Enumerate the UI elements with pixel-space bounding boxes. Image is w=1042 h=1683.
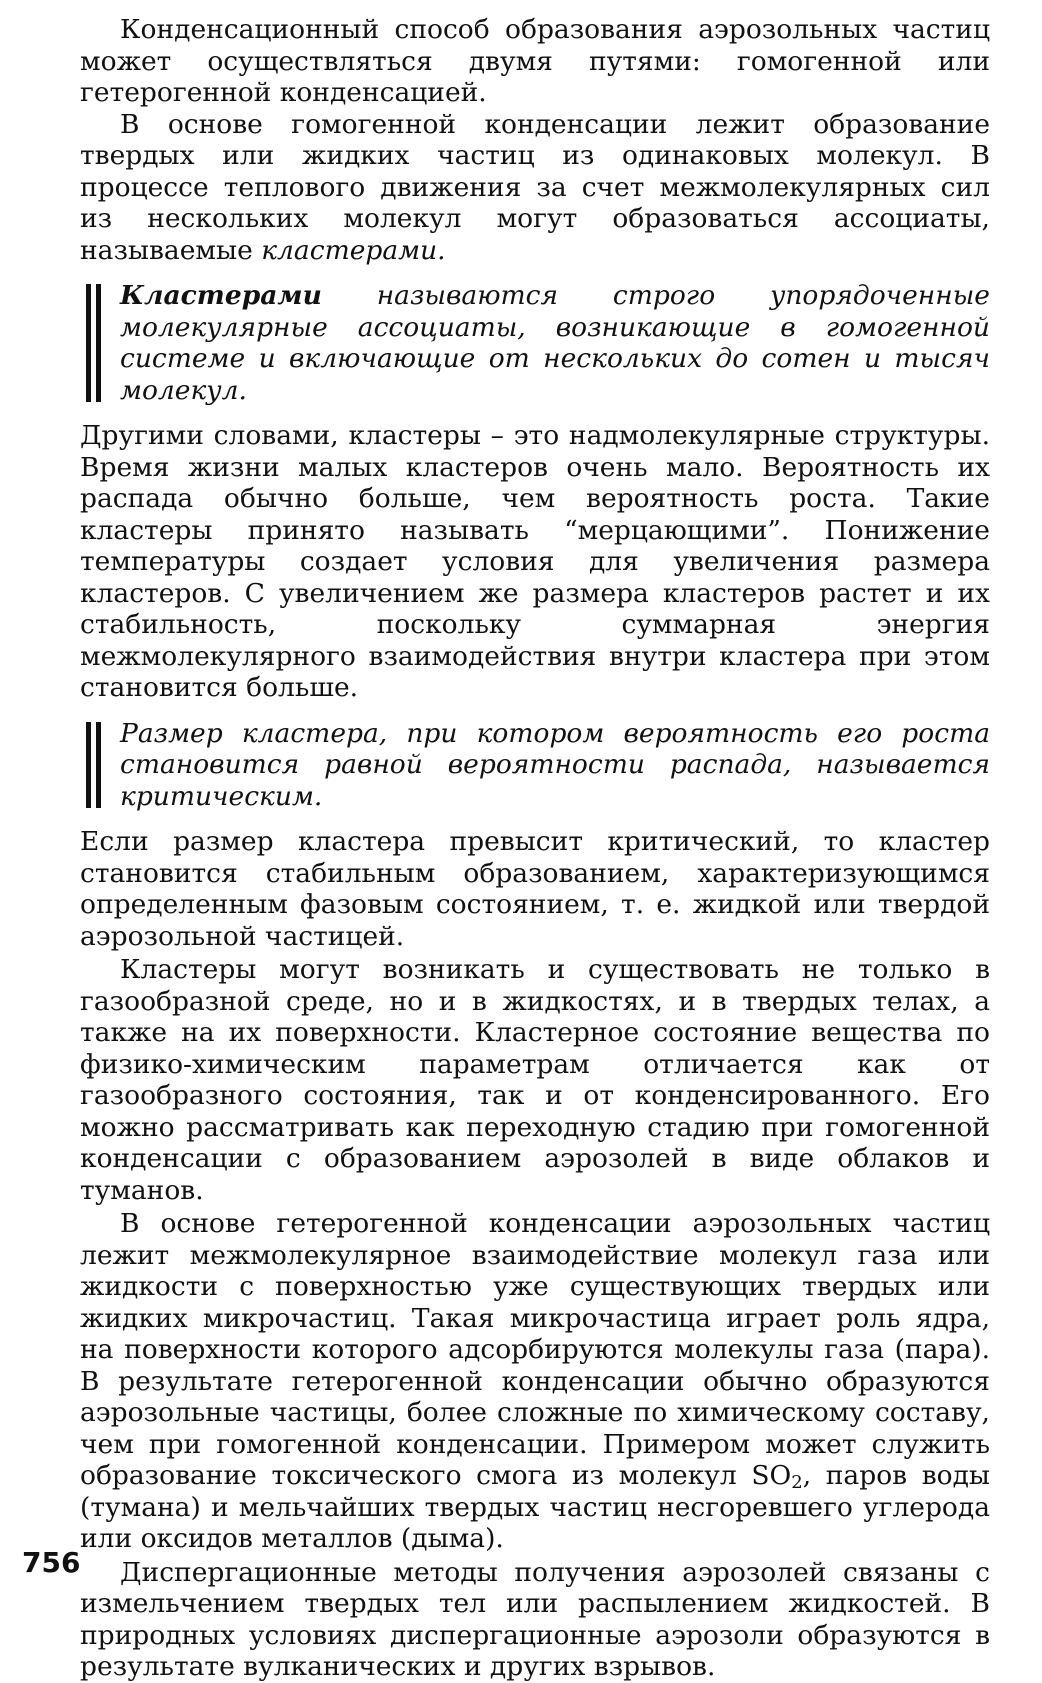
definition-text: Размер кластера, при котором вероятность его роста становится равной вероятности распада, называется критическим.: [120, 717, 990, 812]
paragraph-text: Конденсационный способ образования аэрозольных частиц может осуществляться двумя путями: гомогенной или гетерогенной конденсацией.: [80, 14, 990, 108]
definition-bar: [86, 722, 91, 809]
paragraph-homogeneous: [80, 109, 990, 267]
paragraph-dispersion: [80, 1557, 990, 1683]
paragraph-text: Если размер кластера превысит критический, то кластер становится стабильным образованием, характеризующимся определенным фазовым состоянием, т. е. жидкой или твердой аэрозольной частицей.: [80, 826, 990, 952]
paragraph-text: В основе гомогенной конденсации лежит образование твердых или жидких частиц из одинаковых молекул. В процессе теплового движения за счет межмолекулярных сил из нескольких молекул могут образоваться ассоциаты, называемые: [80, 108, 990, 266]
subscript: 2: [791, 1472, 803, 1493]
page-body: [80, 14, 990, 1683]
definition-critical-size: [80, 718, 990, 813]
paragraph-stable-cluster: [80, 826, 990, 952]
paragraph-text: Диспергационные методы получения аэрозолей связаны с измельчением твердых тел или распылением жидкостей. В природных условиях диспергационные аэрозоли образуются в результате вулканических и других взрывов.: [80, 1556, 990, 1682]
paragraph-text: , паров воды (тумана) и мельчайших твердых частиц несгоревшего углерода или оксидов металлов (дыма).: [80, 1460, 990, 1554]
definition-text: называются строго упорядоченные молекулярные ассоциаты, возникающие в гомогенной системе и включающие от нескольких до сотен и тысяч молекул.: [120, 280, 990, 406]
term-clusters: кластерами.: [261, 234, 446, 266]
definition-clusters: [80, 280, 990, 406]
paragraph-condensation-intro: [80, 14, 990, 109]
paragraph-text: В основе гетерогенной конденсации аэрозольных частиц лежит межмолекулярное взаимодействие молекул газа или жидкости с поверхностью уже существующих твердых или жидких микрочастиц. Такая микрочастица играет роль ядра, на поверхности которого адсорбируются молекулы газа (пара). В результате гетерогенной конденсации обычно образуются аэрозольные частицы, более сложные по химическому составу, чем при гомогенной конденсации. Примером может служить образование токсического смога из молекул SO: [80, 1208, 990, 1491]
definition-bar: [96, 284, 101, 402]
paragraph-text: Другими словами, кластеры – это надмолекулярные структуры. Время жизни малых кластеров очень мало. Вероятность их распада обычно больше, чем вероятность роста. Такие кластеры принято называть “мерцающими”. Понижение температуры создает условия для увеличения размера кластеров. С увеличением же размера кластеров растет и их стабильность, поскольку суммарная энергия межмолекулярного взаимодействия внутри кластера при этом становится больше.: [80, 420, 990, 703]
paragraph-cluster-media: [80, 954, 990, 1206]
paragraph-text: Кластеры могут возникать и существовать не только в газообразной среде, но и в жидкостях, и в твердых телах, а также на их поверхности. Кластерное состояние вещества по физико-химическим параметрам отличается как от газообразного состояния, так и от конденсированного. Его можно рассматривать как переходную стадию при гомогенной конденсации с образованием аэрозолей в виде облаков и туманов.: [80, 954, 990, 1206]
paragraph-clusters-structures: [80, 420, 990, 704]
definition-bar: [96, 722, 101, 809]
page-number: 756: [22, 1546, 81, 1579]
definition-bar: [86, 284, 91, 402]
definition-term: Кластерами: [120, 280, 322, 311]
paragraph-heterogeneous: [80, 1208, 990, 1555]
